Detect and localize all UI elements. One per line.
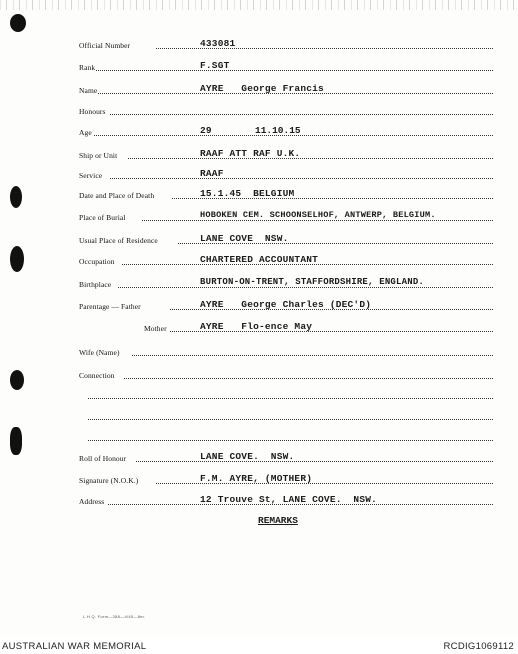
field-date-place-death bbox=[0, 188, 518, 202]
field-usual-residence bbox=[0, 233, 518, 247]
label-service: Service bbox=[79, 171, 103, 180]
value-official-number: 433081 bbox=[200, 38, 236, 49]
dotted-rule bbox=[132, 355, 493, 356]
dotted-rule bbox=[118, 287, 493, 288]
value-rank: F.SGT bbox=[200, 60, 230, 71]
field-birthplace bbox=[0, 277, 518, 291]
value-mother: AYRE Flo-ence May bbox=[200, 321, 313, 332]
value-place-burial: HOBOKEN CEM. SCHOONSELHOF, ANTWERP, BELGIUM. bbox=[200, 210, 436, 220]
label-name: Name bbox=[79, 86, 98, 95]
label-birthplace: Birthplace bbox=[79, 280, 112, 289]
label-roll-of-honour: Roll of Honour bbox=[79, 454, 127, 463]
value-ship-or-unit: RAAF ATT RAF U.K. bbox=[200, 148, 301, 159]
value-name: AYRE George Francis bbox=[200, 83, 324, 94]
label-usual-residence: Usual Place of Residence bbox=[79, 236, 158, 245]
label-occupation: Occupation bbox=[79, 257, 115, 266]
dotted-rule bbox=[110, 178, 493, 179]
label-ship-or-unit: Ship or Unit bbox=[79, 151, 118, 160]
value-date-place-death: 15.1.45 BELGIUM bbox=[200, 188, 295, 199]
form-reference: L.H.Q. Form—288—4/45—8m. bbox=[83, 614, 146, 619]
field-age bbox=[0, 125, 518, 139]
field-rank bbox=[0, 60, 518, 74]
field-honours bbox=[0, 104, 518, 118]
label-signature-nok: Signature (N.O.K.) bbox=[79, 476, 139, 485]
label-date-place-death: Date and Place of Death bbox=[79, 191, 155, 200]
dotted-rule bbox=[96, 70, 493, 71]
value-usual-residence: LANE COVE NSW. bbox=[200, 233, 289, 244]
label-official-number: Official Number bbox=[79, 41, 131, 50]
value-roll-of-honour: LANE COVE. NSW. bbox=[200, 451, 295, 462]
connection-line-2 bbox=[88, 398, 493, 399]
label-honours: Honours bbox=[79, 107, 106, 116]
dotted-rule bbox=[142, 220, 493, 221]
value-signature-nok: F.M. AYRE, (MOTHER) bbox=[200, 473, 313, 484]
value-occupation: CHARTERED ACCOUNTANT bbox=[200, 254, 319, 265]
dotted-rule bbox=[124, 378, 493, 379]
value-service: RAAF bbox=[200, 168, 224, 179]
label-age: Age bbox=[79, 128, 92, 137]
scan-edge-noise bbox=[0, 0, 518, 10]
punch-hole-top bbox=[10, 14, 26, 32]
field-signature-nok bbox=[0, 473, 518, 487]
field-roll-of-honour bbox=[0, 451, 518, 465]
field-service bbox=[0, 168, 518, 182]
field-ship-or-unit bbox=[0, 148, 518, 162]
field-mother bbox=[0, 321, 518, 335]
label-father: Parentage — Father bbox=[79, 302, 141, 311]
label-place-burial: Place of Burial bbox=[79, 213, 126, 222]
field-place-burial bbox=[0, 210, 518, 224]
field-connection bbox=[0, 368, 518, 382]
field-father bbox=[0, 299, 518, 313]
footer-record-id: RCDIG1069112 bbox=[443, 641, 514, 652]
value-father: AYRE George Charles (DEC'D) bbox=[200, 299, 372, 310]
label-rank: Rank bbox=[79, 63, 96, 72]
field-wife bbox=[0, 345, 518, 359]
value-age: 29 bbox=[200, 125, 212, 136]
value-birth-date: 11.10.15 bbox=[255, 125, 301, 136]
field-official-number bbox=[0, 38, 518, 52]
remarks-heading: REMARKS bbox=[258, 515, 298, 526]
value-birthplace: BURTON-ON-TRENT, STAFFORDSHIRE, ENGLAND. bbox=[200, 277, 425, 287]
dotted-rule bbox=[136, 461, 493, 462]
field-occupation bbox=[0, 254, 518, 268]
value-address: 12 Trouve St, LANE COVE. NSW. bbox=[200, 494, 378, 505]
dotted-rule bbox=[110, 114, 493, 115]
connection-line-4 bbox=[88, 440, 493, 441]
footer-archive-name: AUSTRALIAN WAR MEMORIAL bbox=[2, 641, 147, 652]
field-name bbox=[0, 83, 518, 97]
field-address bbox=[0, 494, 518, 508]
label-mother: Mother bbox=[144, 324, 167, 333]
label-wife: Wife (Name) bbox=[79, 348, 120, 357]
dotted-rule bbox=[128, 158, 493, 159]
label-connection: Connection bbox=[79, 371, 115, 380]
connection-line-3 bbox=[88, 419, 493, 420]
label-address: Address bbox=[79, 497, 105, 506]
